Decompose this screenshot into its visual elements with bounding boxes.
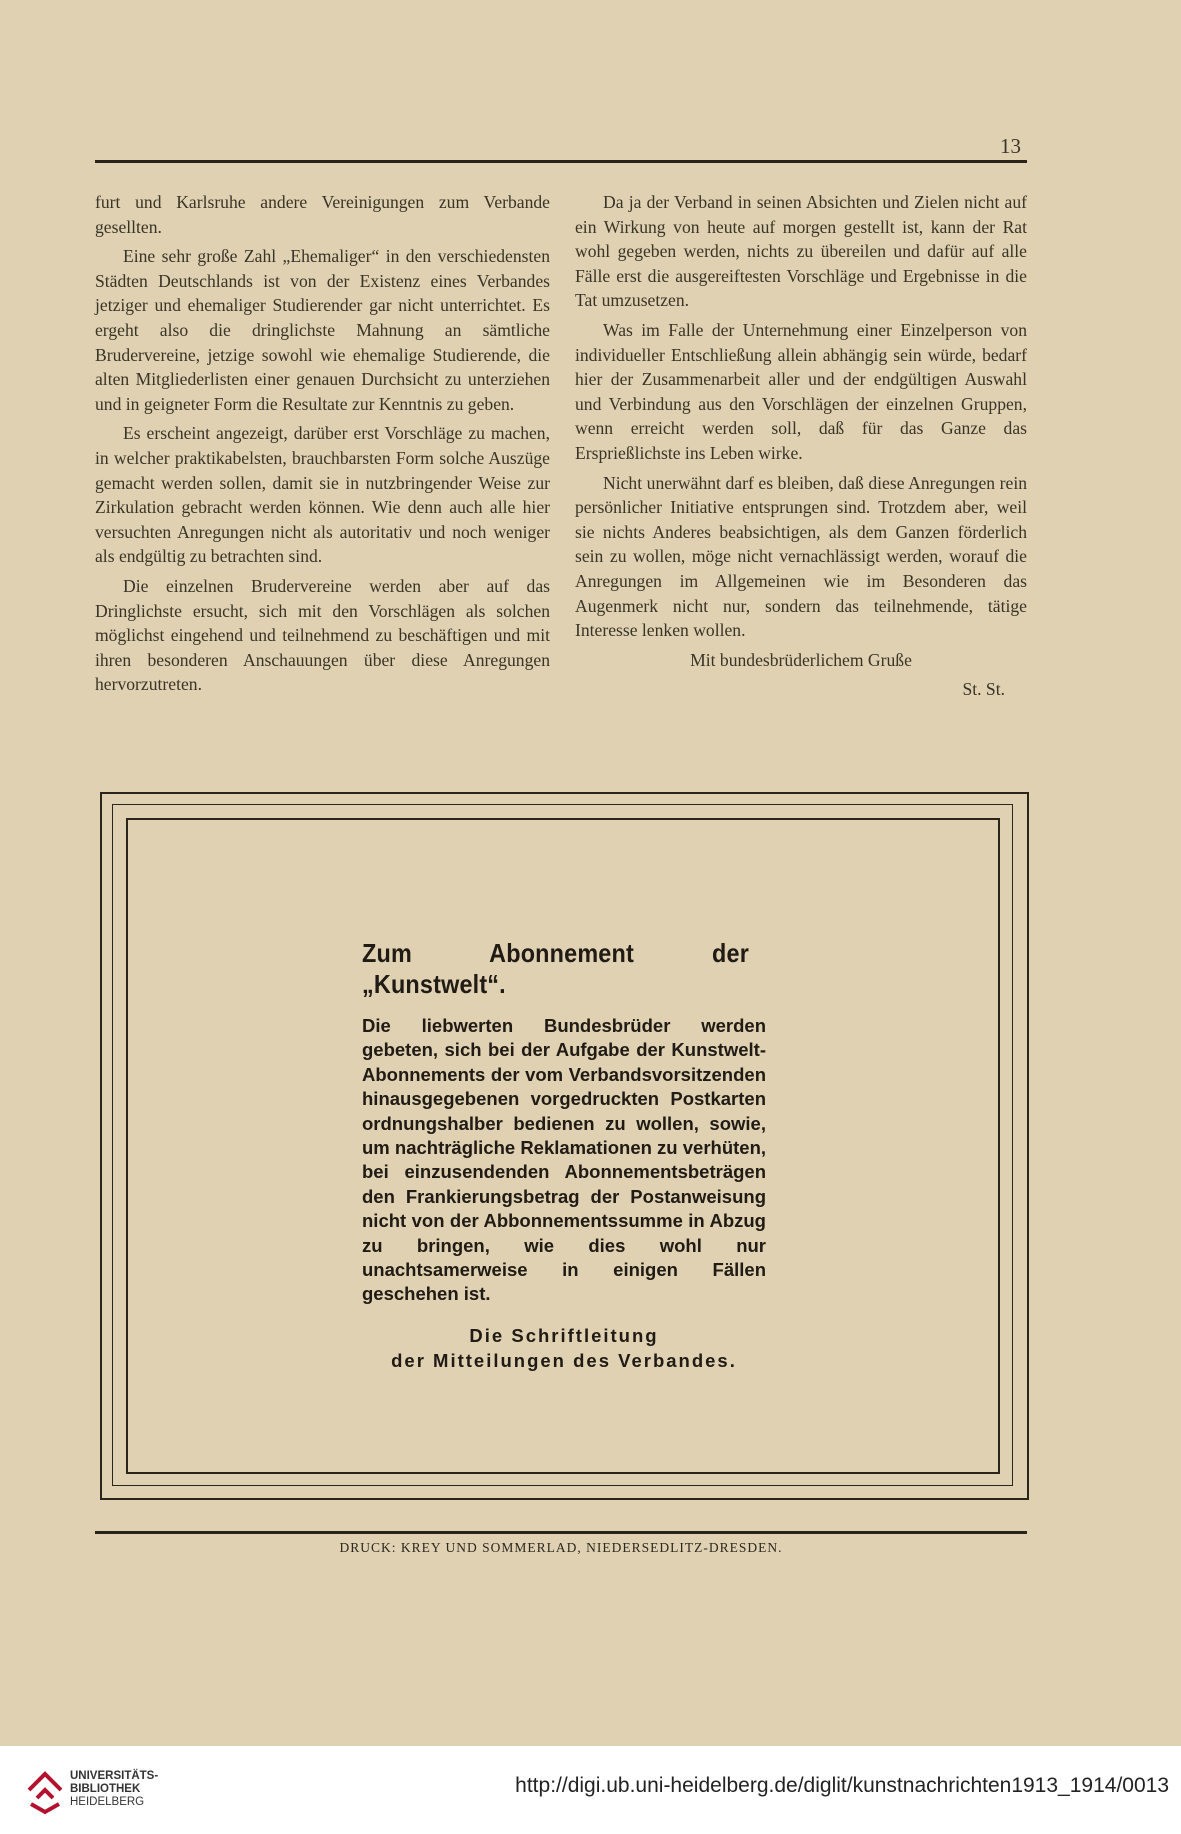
right-paragraph: Nicht unerwähnt darf es bleiben, daß diese Anregungen rein persönlicher Initiative entsprungen sind. Trotzdem aber, weil sie nichts Anderes beabsichtigen, als dem Ganzen förderlich sein zu wollen, möge nicht vernachlässigt werden, worauf die Anregungen im Allgemeinen wie im Besonderen das Augenmerk nicht nur, sondern das teilnehmende, tätige Interesse lenken wollen. [575,472,1027,641]
header-rule [95,160,1027,163]
closing-greeting: Mit bundesbrüderlichem Gruße [690,649,912,670]
logo-line: UNIVERSITÄTS- [70,1770,159,1782]
library-logo-icon [25,1760,65,1816]
right-paragraph: Was im Falle der Unternehmung einer Einzelperson von individueller Entschließung allein abhängig sein würde, bedarf hier der Zusammenarbeit aller und der endgültigen Auswahl und Verbindung aus den Vorschlägen der einzelnen Gruppen, wenn erreicht werden soll, daß für das Ganze das Ersprießlichste ins Leben wirke. [575,319,1027,463]
notice-signature-line: der Mitteilungen des Verbandes. [391,1349,737,1371]
closing-signature: St. St. [962,679,1005,700]
printer-imprint: DRUCK: KREY UND SOMMERLAD, NIEDERSEDLITZ-DRESDEN. [339,1540,783,1555]
subscription-notice [362,938,766,1373]
left-column [95,190,550,697]
notice-title: Zum Abonnement der „Kunstwelt“. [362,938,749,999]
library-logo-text [70,1770,158,1809]
notice-body: Die liebwerten Bundesbrüder werden gebeten, sich bei der Aufgabe der Kunstwelt-Abonnements der vom Verbandsvorsitzenden hinausgegebenen vorgedruckten Postkarten ordnungshalber bedienen zu wollen, sowie, um nachträgliche Reklamationen zu verhüten, bei einzusendenden Abonnementsbeträgen den Frankierungsbetrag der Postanweisung nicht von der Abbonnementssumme in Abzug zu bringen, wie dies wohl nur unachtsamerweise in einigen Fällen geschehen ist. [362,1015,767,1305]
left-paragraph: furt und Karlsruhe andere Vereinigungen zum Verbande gesellten. [95,192,550,237]
notice-signature [362,1323,766,1373]
left-paragraph: Es erscheint angezeigt, darüber erst Vorschläge zu machen, in welcher praktikabelsten, brauchbarsten Form solche Auszüge gemacht werden sollen, damit sie in nutzbringender Weise zur Zirkulation gebracht werden können. Wie denn auch alle hier versuchten Anregungen nicht als autoritativ und noch weniger als endgültig zu betrachten sind. [95,423,550,567]
logo-line: HEIDELBERG [70,1796,145,1808]
right-paragraph: Da ja der Verband in seinen Absichten und Zielen nicht auf ein Wirkung von heute auf morgen gestellt ist, kann der Rat wohl gegeben werden, nichts zu übereilen und dafür auf alle Fälle erst die ausgereiftesten Vorschläge und Ergebnisse in die Tat umzusetzen. [575,192,1027,311]
right-column [575,190,1027,702]
page-number: 13 [1000,134,1021,158]
footer-rule [95,1531,1027,1534]
source-url-link[interactable]: http://digi.ub.uni-heidelberg.de/diglit/kunstnachrichten1913_1914/0013 [515,1774,1169,1797]
logo-line: BIBLIOTHEK [70,1783,141,1795]
left-paragraph: Eine sehr große Zahl „Ehemaliger“ in den verschiedensten Städten Deutschlands ist von der Existenz eines Verbandes jetziger und ehemaliger Studierender gar nicht unterrichtet. Es ergeht also die dringlichste Mahnung an sämtliche Brudervereine, jetzige sowohl wie ehemalige Studierende, die alten Mitgliederlisten einer genauen Durchsicht zu unterziehen und in geigneter Form die Resultate zur Kenntnis zu geben. [95,246,550,414]
notice-signature-line: Die Schriftleitung [469,1324,659,1346]
left-paragraph: Die einzelnen Brudervereine werden aber auf das Dringlichste ersucht, sich mit den Vorschlägen als solchen möglichst eingehend und teilnehmend zu beschäftigen und mit ihren besonderen Anschauungen über diese Anregungen hervorzutreten. [95,575,550,695]
